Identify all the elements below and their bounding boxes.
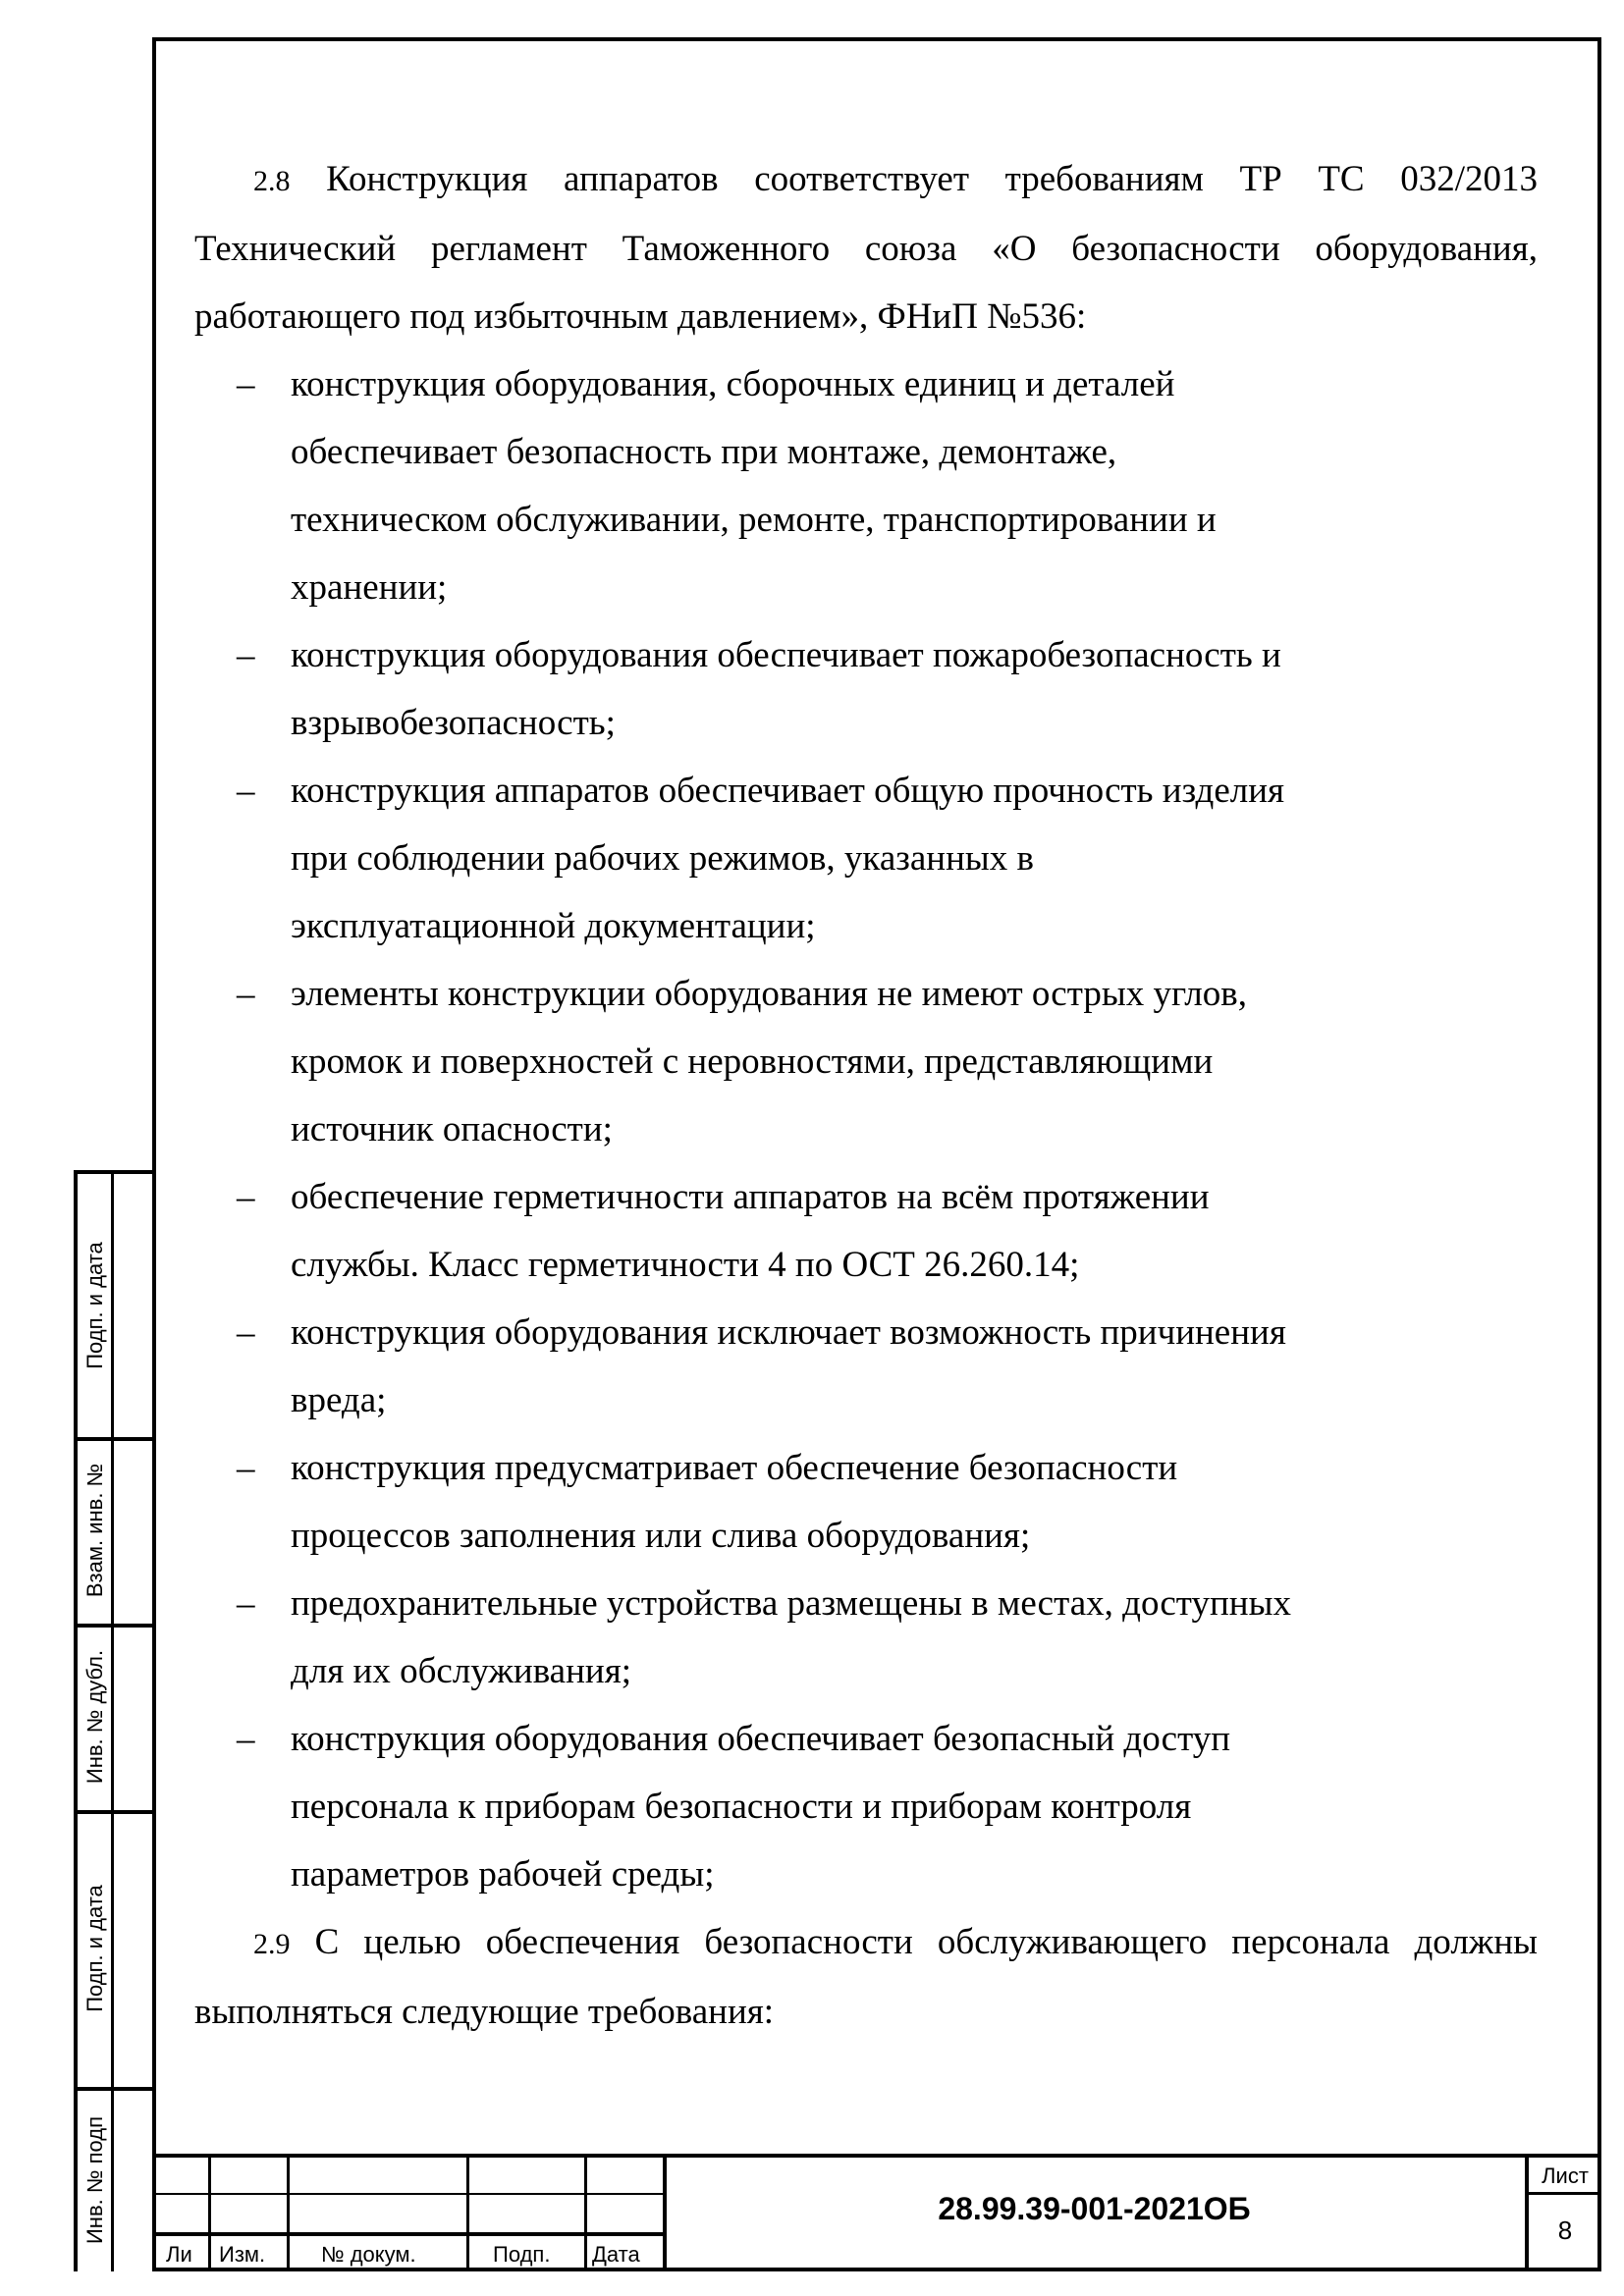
col-label-doc-number: № докум. [321,2242,416,2267]
list-item-text [291,960,1559,1163]
col-label-date: Дата [592,2242,640,2267]
list-item-line: процессов заполнения или слива оборудования; [291,1516,1031,1556]
document-body [194,145,1538,2046]
list-item-text [291,1163,1559,1299]
title-block-col-line [466,2158,469,2271]
list-dash: – [237,1583,255,1624]
stamp-cell-sign-date-1 [80,1174,111,1437]
col-label-li: Ли [166,2242,192,2267]
list-item-text [291,1299,1559,1434]
list-item-line: вреда; [291,1380,387,1420]
list-item-line: параметров рабочей среды; [291,1854,715,1895]
list-item [135,757,1559,960]
title-block-col-line [663,2158,667,2271]
col-label-change: Изм. [219,2242,266,2267]
list-item-text [291,621,1559,757]
list-item-line: предохранительные устройства размещены в местах, доступных [291,1583,1291,1624]
paragraph-2-9 [194,1908,1538,2046]
list-dash: – [237,1719,255,1759]
list-dash: – [237,1448,255,1488]
sheet-cell [1525,2158,1601,2271]
list-item [135,1163,1559,1299]
list-item [135,1705,1559,1908]
stamp-label: Подп. и дата [82,1885,107,2012]
list-dash: – [237,635,255,675]
list-item-line: конструкция оборудования обеспечивает пожаробезопасность и [291,635,1281,675]
stamp-label: Подп. и дата [82,1242,107,1369]
list-dash: – [237,1312,255,1353]
list-item [135,621,1559,757]
list-dash: – [237,364,255,404]
list-item-line: взрывобезопасность; [291,703,616,743]
title-block-col-line [287,2158,290,2271]
list-item-line: конструкция оборудования исключает возможность причинения [291,1312,1286,1353]
stamp-divider [111,1174,114,2271]
list-item-line: обеспечивает безопасность при монтаже, демонтаже, [291,432,1117,472]
list-item-line: конструкция предусматривает обеспечение безопасности [291,1448,1178,1488]
paragraph-number: 2.8 [253,165,291,197]
title-block-col-line [208,2158,211,2271]
list-item-line: для их обслуживания; [291,1651,632,1691]
list-item-line: хранении; [291,567,448,608]
title-block [152,2154,1601,2271]
list-item-line: обеспечение герметичности аппаратов на всём протяжении [291,1177,1210,1217]
sheet-number: 8 [1557,2216,1573,2245]
sheet-label: Лист [1529,2158,1601,2195]
stamp-cell-duplicate-inv [80,1624,111,1810]
list-item-line: кромок и поверхностей с неровностями, представляющими [291,1041,1214,1082]
paragraph-2-8 [194,145,1538,350]
requirements-list [194,350,1538,1908]
list-dash: – [237,974,255,1014]
stamp-cell-original-inv [80,2087,111,2273]
title-block-col-line [584,2158,587,2271]
list-item-text [291,757,1559,960]
list-item-line: конструкция оборудования, сборочных единиц и деталей [291,364,1175,404]
list-item-line: эксплуатационной документации; [291,906,816,946]
document-code: 28.99.39-001-2021ОБ [938,2191,1251,2226]
stamp-cell-replacement-inv [80,1437,111,1624]
list-item-line: персонала к приборам безопасности и приборам контроля [291,1787,1192,1827]
list-item [135,350,1559,621]
list-item-line: конструкция оборудования обеспечивает безопасный доступ [291,1719,1231,1759]
stamp-label: Инв. № дубл. [82,1649,108,1785]
paragraph-number: 2.9 [253,1928,291,1960]
list-item [135,960,1559,1163]
stamp-cell-sign-date-2 [80,1810,111,2087]
list-item [135,1299,1559,1434]
col-label-signature: Подп. [493,2242,551,2267]
list-item-text [291,1570,1559,1705]
list-item-text [291,1705,1559,1908]
paragraph-text: Конструкция аппаратов соответствует требованиям ТР ТС 032/2013 Технический регламент Таможенного союза «О безопасности оборудования, работающего под избыточным давлением», ФНиП №536: [194,159,1539,337]
list-item-line: службы. Класс герметичности 4 по ОСТ 26.260.14; [291,1245,1080,1285]
list-item-line: источник опасности; [291,1109,613,1149]
list-item-line: техническом обслуживании, ремонте, транспортировании и [291,500,1217,540]
list-dash: – [237,1177,255,1217]
list-item [135,1434,1559,1570]
stamp-label: Взам. инв. № [82,1463,108,1598]
paragraph-text: С целью обеспечения безопасности обслуживающего персонала должны выполняться следующие требования: [194,1922,1539,2032]
stamp-label: Инв. № подп [82,2115,108,2245]
list-dash: – [237,771,255,811]
list-item-line: при соблюдении рабочих режимов, указанных в [291,838,1034,879]
list-item-line: элементы конструкции оборудования не имеют острых углов, [291,974,1247,1014]
list-item-text [291,350,1559,621]
list-item-line: конструкция аппаратов обеспечивает общую прочность изделия [291,771,1285,811]
list-item [135,1570,1559,1705]
list-item-text [291,1434,1559,1570]
